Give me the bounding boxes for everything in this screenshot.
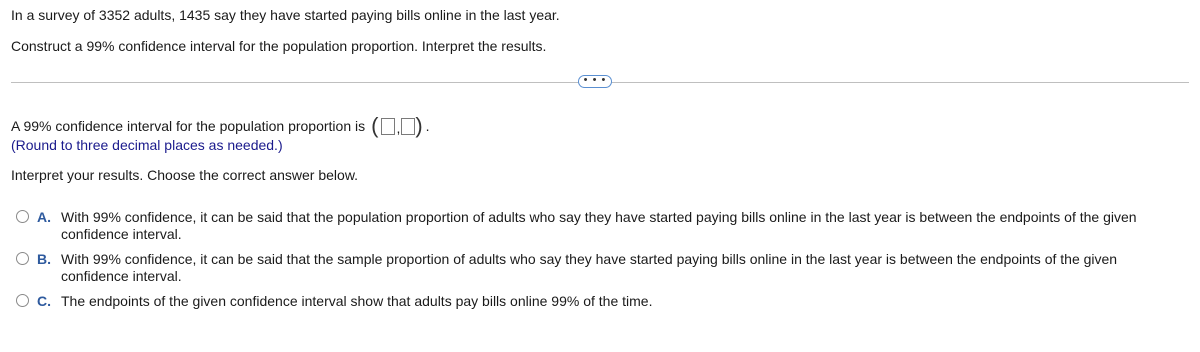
- option-letter: B.: [37, 251, 51, 267]
- option-text: With 99% confidence, it can be said that the sample proportion of adults who say they have started paying bills online in the last year is between the endpoints of the given confidence interval.: [61, 251, 1118, 284]
- question-instruction: Construct a 99% confidence interval for the population proportion. Interpret the results.: [11, 38, 547, 54]
- option-c[interactable]: [16, 293, 1186, 310]
- period: .: [425, 118, 430, 134]
- radio-button-icon[interactable]: [16, 210, 29, 223]
- more-options-button[interactable]: • • •: [578, 75, 612, 88]
- option-text: With 99% confidence, it can be said that the population proportion of adults who say they have started paying bills online in the last year is between the endpoints of the given confidence interval.: [61, 209, 1137, 242]
- rounding-hint: (Round to three decimal places as needed.): [11, 137, 283, 153]
- question-text: In a survey of 3352 adults, 1435 say they have started paying bills online in the last year.: [11, 7, 560, 23]
- interpret-prompt: Interpret your results. Choose the correct answer below.: [11, 167, 359, 183]
- upper-bound-input[interactable]: [401, 118, 415, 135]
- option-letter: C.: [37, 293, 51, 309]
- radio-button-icon[interactable]: [16, 252, 29, 265]
- option-letter: A.: [37, 209, 51, 225]
- radio-button-icon[interactable]: [16, 294, 29, 307]
- option-a[interactable]: [16, 209, 1186, 243]
- option-text: The endpoints of the given confidence interval show that adults pay bills online 99% of the time.: [61, 293, 653, 309]
- comma-separator: ,: [396, 120, 401, 136]
- lower-bound-input[interactable]: [381, 118, 395, 135]
- ci-label: A 99% confidence interval for the population proportion is: [11, 118, 366, 134]
- confidence-interval-row: [11, 113, 430, 138]
- close-paren: ): [415, 113, 423, 138]
- open-paren: (: [371, 113, 379, 138]
- option-b[interactable]: [16, 251, 1186, 285]
